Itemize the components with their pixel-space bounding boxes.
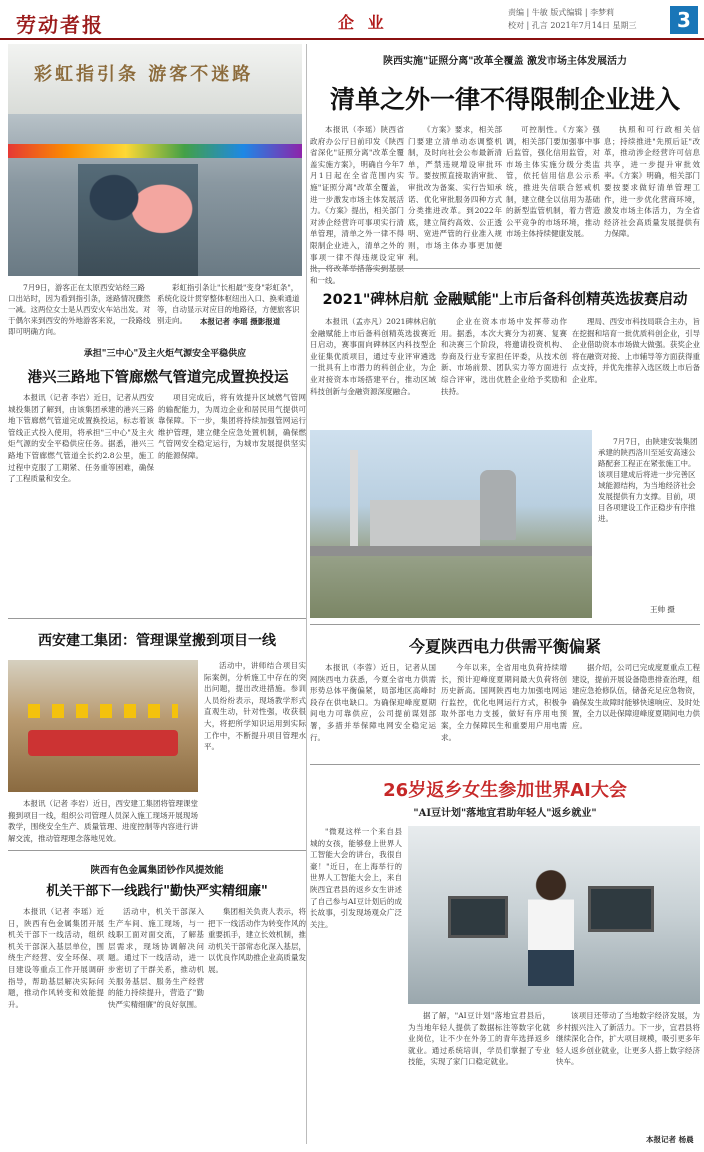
article1-kicker: 陕西实施"证照分离"改革全覆盖 激发市场主体发展活力 — [383, 56, 627, 67]
article5-col3: 据介绍，公司已完成度夏重点工程建设，提前开展设备隐患排查治理，组建应急抢修队伍，储备充足应急物资，确保发生故障时能够快速响应、及时处置，全力以赴保障迎峰度夏期间电力供应。 — [572, 663, 700, 730]
article6-title: 陕西有色金属集团钞作风提效能 — [90, 865, 224, 876]
article1-col2: 《方案》要求，相关部门要建立清单动态调整机制，及时向社会公布最新清单，严禁违规增设审批环节。要按照直接取消审批、审批改为备案、实行告知承诺、优化审批服务四种方式分类推进改革。到2022年底，建立简约高效、公正透明、宽进严管的行业准入规则，市场主体办事更加便利。 — [408, 125, 502, 262]
article1-col1: 本报讯（李瑶）陕西省政府办公厅日前印发《陕西省深化"证照分离"改革全覆盖实施方案》，明确自今年7月1日起在全省范围内实施"证照分离"改革全覆盖，进一步激发市场主体发展活力。《方案》提出，相关部门对涉企经营许可事项实行清单管理，清单之外一律不得限制企业进入，清单之外的事项一律不得违规设定审 和一线。 — [310, 125, 404, 285]
article2-col2: 企业在资本市场中发挥带动作用。据悉，本次大赛分为初赛、复赛和决赛三个阶段，将邀请投资机构、券商及行业专家担任评委，从技术创新、市场前景、团队实力等方面进行综合评审，选出优胜企业给予奖励和扶持。 — [441, 317, 567, 396]
article5-col1: 本报讯（李蓉）近日，记者从国网陕西电力获悉，今夏全省电力供需形势总体平衡偏紧，局部地区高峰时段存在供电缺口。为确保迎峰度夏期间电力可靠供应，公司提前谋划部署，多措并举保障电网安全稳定运行。 — [310, 663, 436, 742]
article4-col1: 本报讯（记者 李岩）近日，西安建工集团将管理课堂搬到项目一线，组织公司管理人员深入施工现场开展现场教学，围绕安全生产、质量管理、进度控制等内容进行讲解交流，推动管理理念落地见效。 — [8, 799, 198, 843]
station-photo — [8, 44, 302, 276]
divider — [8, 850, 306, 851]
article3-title: 港兴三路地下管廊燃气管道完成置换投运 — [27, 370, 289, 386]
edition-meta — [508, 6, 668, 32]
article1-col3: 可控制性。《方案》强调，相关部门要加强事中事后监管，强化信用监管，对市场主体实施分级分类监管，依托信用信息公示系统，推进失信联合惩戒机制，建立健全以信用为基础的新型监管机制，着力营造公平竞争的市场环境，推动市场主体持续健康发展。 — [506, 125, 600, 239]
divider — [310, 268, 700, 269]
article7-col3: 该项目还带动了当地数字经济发展，为乡村振兴注入了新活力。下一步，宜君县将继续深化合作，扩大项目规模，吸引更多年轻人返乡创业就业，让更多人搭上数字经济快车。 — [556, 1011, 700, 1067]
people-figures — [78, 164, 198, 276]
article1-col4: 执照和可行政相关信息；持续推进"先照后证"改革，推动涉企经营许可信息共享，进一步提升审批效率。《方案》明确，相关部门要按要求做好清单管理工作，进一步优化营商环境，激发市场主体活力，为全省经济社会高质量发展提供有力保障。 — [604, 125, 700, 239]
divider — [310, 764, 700, 765]
article2-col1: 本报讯（孟亦凡）2021碑林启航金融赋能上市后备科创精英选拔赛近日启动，赛事面向碑林区内科技型企业征集优质项目，通过专业评审遴选一批具有上市潜力的科创企业，为企业对接资本市场搭建平台，推动区域科技创新与金融资源深度融合。 — [310, 317, 436, 396]
article5-title: 今夏陕西电力供需平衡偏紧 — [408, 637, 601, 656]
article3-kicker: 承担"三中心"及主火炬气源安全平稳供应 — [83, 349, 247, 359]
article6-col3: 集团相关负责人表示，将把下一线活动作为转变作风的重要抓手，建立长效机制，推动机关干部常态化深入基层，以优良作风助推企业高质量发展。 — [208, 907, 306, 974]
section-title: 企 业 — [338, 13, 388, 32]
computer-monitor — [588, 886, 654, 932]
column-divider — [306, 44, 307, 1144]
rainbow-strip — [8, 144, 302, 158]
meta-date: 校对 | 孔言 2021年7月14日 星期三 — [508, 21, 637, 30]
safety-helmets — [28, 704, 178, 718]
computer-monitor — [448, 896, 508, 938]
meta-editors: 责编 | 牛敏 版式编辑 | 李梦莉 — [508, 8, 615, 17]
power-plant-caption: 7月7日，由陕建安装集团承建的陕西洛川至延安高速公路配套工程正在紧张施工中。该项目建成后将进一步完善区域能源结构，为当地经济社会发展提供有力支撑。目前，项目各项建设工作正稳步有序推进。 — [598, 437, 698, 523]
newspaper-logo: 劳动者报 — [16, 13, 104, 37]
article7-credit: 本报记者 杨晨 — [646, 1135, 694, 1144]
power-plant-photo — [310, 430, 592, 618]
photo-caption-left: 7月9日，游客正在太原西安站经三路口出站时，因为看到指引条，迷路情况骤然一减。这两位女士是从西安火车站出发。对于偶尔来到西安的外地游客来说，一段路线即可明确方向。 — [8, 283, 151, 336]
article7-col1: "微观这样一个来自县城的女孩，能够登上世界人工智能大会的讲台，我很自豪！"近日，在上海举行的世界人工智能大会上，来自陕西宜君县的返乡女生讲述了自己参与AI豆计划后的成长故事，引发现场观众广泛关注。 — [310, 827, 402, 929]
power-plant-credit: 王帅 摄 — [650, 605, 675, 614]
divider — [310, 624, 700, 625]
article6-subtitle: 机关干部下一线践行"勤快严实精细廉" — [46, 884, 268, 899]
factory-building — [370, 500, 480, 546]
article2-title: 2021"碑林启航 金融赋能"上市后备科创精英选拔赛启动 — [322, 292, 688, 308]
article6-col2: 活动中，机关干部深入生产车间、施工现场，与一线职工面对面交流，了解基层需求，现场协调解决问题。通过下一线活动，进一步密切了干群关系，推动机关服务基层、服务生产经营的能力持续提升，营造了"勤快严实精细廉"的良好氛围。 — [108, 907, 204, 1009]
ai-worker-photo — [408, 826, 700, 1004]
pipeline-rack — [310, 546, 592, 556]
cooling-tower — [480, 470, 516, 540]
conference-table — [28, 730, 178, 756]
article1-title: 清单之外一律不得限制企业进入 — [329, 85, 680, 114]
article7-title: 26岁返乡女生参加世界AI大会 — [383, 780, 627, 801]
article7-subtitle: "AI豆计划"落地宜君助年轻人"返乡就业" — [413, 808, 597, 819]
article7-col2: 据了解，"AI豆计划"落地宜君县后，为当地年轻人提供了数据标注等数字化就业岗位，让不少在外务工的青年选择返乡就业。通过系统培训，学员们掌握了专业技能，实现了家门口稳定就业。 — [408, 1011, 550, 1067]
sign-text: 彩虹指引条 游客不迷路 — [34, 64, 254, 85]
photo-credit: 本报记者 李瑶 摄影报道 — [200, 317, 281, 326]
meeting-photo — [8, 660, 198, 792]
article5-col2: 今年以来，全省用电负荷持续增长，预计迎峰度夏期间最大负荷将创历史新高。国网陕西电力加强电网运行监控，优化电网运行方式，积极争取外部电力支援，做好有序用电预案，全力保障民生和重要用户用电需求。 — [441, 663, 567, 742]
article6-col1: 本报讯（记者 李瑶）近日，陕西有色金属集团开展机关干部下一线活动，组织机关干部深入基层单位，围绕生产经营、安全环保、项目建设等重点工作开展调研指导，帮助基层解决实际问题，推动作风转变和效能提升。 — [8, 907, 104, 1009]
chimney — [350, 450, 358, 546]
article2-col3: 理局、西安市科技局联合主办，旨在挖掘和培育一批优质科创企业，引导企业借助资本市场做大做强。获奖企业将在融资对接、上市辅导等方面获得重点支持，并优先推荐入选区级上市后备企业库。 — [572, 317, 700, 384]
article4-col2: 活动中，讲师结合项目实际案例，分析施工中存在的突出问题，提出改进措施。参训人员纷纷表示，现场教学形式直观生动，针对性强，收获很大，将把所学知识运用到实际工作中，不断提升项目管理水平。 — [204, 661, 306, 752]
article3-col2: 项目完成后，将有效提升区域燃气管网的输配能力，为周边企业和居民用气提供可靠保障。下一步，集团将持续加强管网运行维护管理，建立健全应急处置机制，确保燃气管网安全稳定运行，为城市发展提供坚实的能源保障。 — [158, 393, 306, 460]
article4-title: 西安建工集团：管理课堂搬到项目一线 — [38, 633, 276, 649]
page-number: 3 — [670, 6, 698, 34]
divider — [8, 618, 306, 619]
person-figure — [528, 866, 574, 986]
article3-col1: 本报讯（记者 李岩）近日，记者从西安城投集团了解到，由该集团承建的港兴三路地下管廊燃气管道完成置换投运，标志着该管线正式投入使用，将承担"三中心"及主火炬气源的安全平稳供应任务。据悉，港兴三路地下管廊燃气管道全长约2.8公里，施工过程中克服了工期紧、任务重等困难，确保了工程质量和安全。 — [8, 393, 154, 484]
photo-caption-right: 彩虹指引条让"长相最"变身"彩虹条"，系统化设计贯穿整体枢纽出入口、换乘通道等，自动显示对应目的地路径，方便旅客识别走向。 — [157, 283, 300, 325]
